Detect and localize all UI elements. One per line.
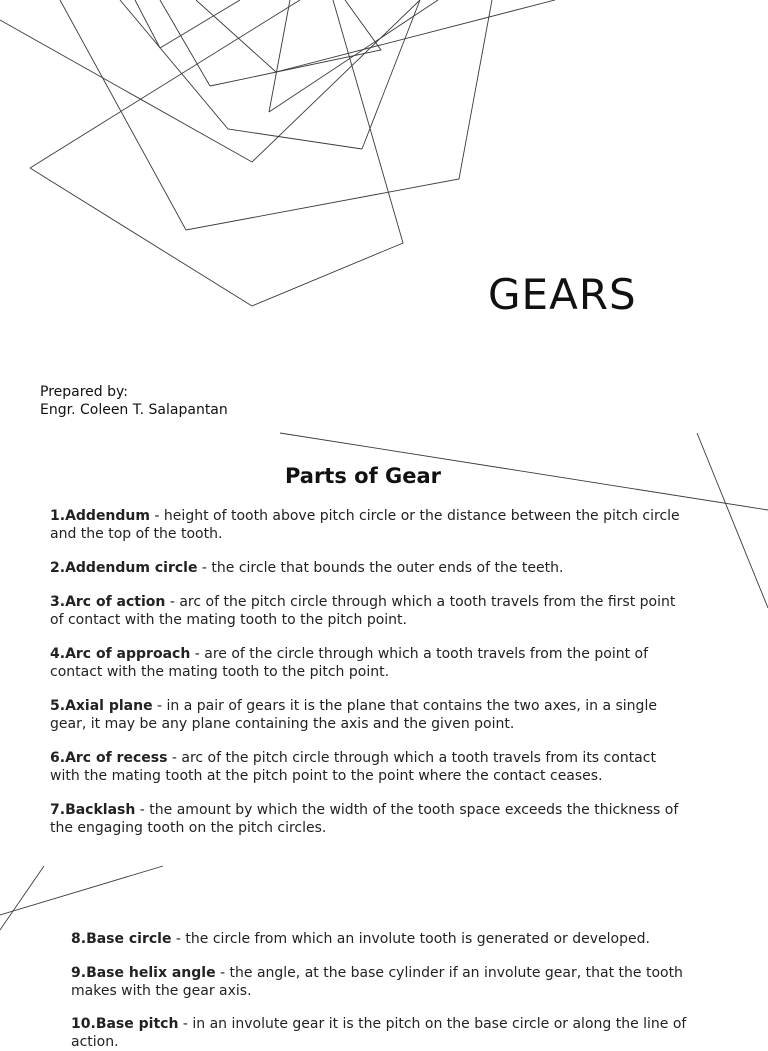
prepared-by: [40, 383, 228, 419]
definition-item: 3.Arc of action - arc of the pitch circle through which a tooth travels from the first point of contact with the mating tooth to the pitch point.: [50, 594, 676, 628]
definition-term: Arc of action: [65, 594, 166, 610]
definition-item: 4.Arc of approach - are of the circle through which a tooth travels from the point of contact with the mating tooth to the pitch point.: [50, 646, 649, 680]
definition-item: 10.Base pitch - in an involute gear it is the pitch on the base circle or along the line of action.: [71, 1016, 687, 1050]
definition-term: Base pitch: [95, 1016, 179, 1032]
definition-text: - height of tooth above pitch circle or the distance between the pitch circle and the top of the tooth.: [50, 508, 680, 542]
definition-text: - in a pair of gears it is the plane that contains the two axes, in a single gear, it may be any plane containing the axis and the given point.: [50, 698, 657, 732]
definition-term: Base circle: [86, 931, 172, 947]
definition-text: - arc of the pitch circle through which a tooth travels from its contact with the mating tooth at the pitch point to the point where the contact ceases.: [50, 750, 656, 784]
definition-text: - the angle, at the base cylinder if an involute gear, that the tooth makes with the gear axis.: [71, 965, 683, 999]
definition-term: Backlash: [65, 802, 136, 818]
definition-term: Addendum: [65, 508, 150, 524]
document-title: GEARS: [488, 270, 637, 319]
definition-item: 8.Base circle - the circle from which an involute tooth is generated or developed.: [71, 931, 650, 947]
definition-text: - the circle from which an involute tooth is generated or developed.: [171, 931, 650, 947]
definition-text: - the circle that bounds the outer ends of the teeth.: [197, 560, 564, 576]
definition-item: 7.Backlash - the amount by which the width of the tooth space exceeds the thickness of the engaging tooth on the pitch circles.: [50, 802, 679, 836]
prepared-by-label: Prepared by:: [40, 384, 128, 400]
definition-term: Arc of approach: [65, 646, 191, 662]
definition-term: Axial plane: [65, 698, 153, 714]
definition-text: - are of the circle through which a tooth travels from the point of contact with the mating tooth to the pitch point.: [50, 646, 649, 680]
definition-text: - in an involute gear it is the pitch on the base circle or along the line of action.: [71, 1016, 687, 1050]
definition-item: 6.Arc of recess - arc of the pitch circle through which a tooth travels from its contact with the mating tooth at the pitch point to the point where the contact ceases.: [50, 750, 656, 784]
section-heading: Parts of Gear: [284, 464, 442, 488]
definition-term: Addendum circle: [65, 560, 198, 576]
author-name: Engr. Coleen T. Salapantan: [40, 402, 228, 418]
definition-item: 2.Addendum circle - the circle that bounds the outer ends of the teeth.: [50, 560, 564, 576]
definition-item: 1.Addendum - height of tooth above pitch circle or the distance between the pitch circle and the top of the tooth.: [50, 508, 680, 542]
definition-term: Base helix angle: [86, 965, 216, 981]
definition-text: - the amount by which the width of the tooth space exceeds the thickness of the engaging tooth on the pitch circles.: [50, 802, 679, 836]
definition-item: 9.Base helix angle - the angle, at the base cylinder if an involute gear, that the tooth makes with the gear axis.: [71, 965, 683, 999]
definition-term: Arc of recess: [65, 750, 168, 766]
definition-item: 5.Axial plane - in a pair of gears it is the plane that contains the two axes, in a single gear, it may be any plane containing the axis and the given point.: [50, 698, 657, 732]
definition-text: - arc of the pitch circle through which a tooth travels from the first point of contact with the mating tooth to the pitch point.: [50, 594, 676, 628]
